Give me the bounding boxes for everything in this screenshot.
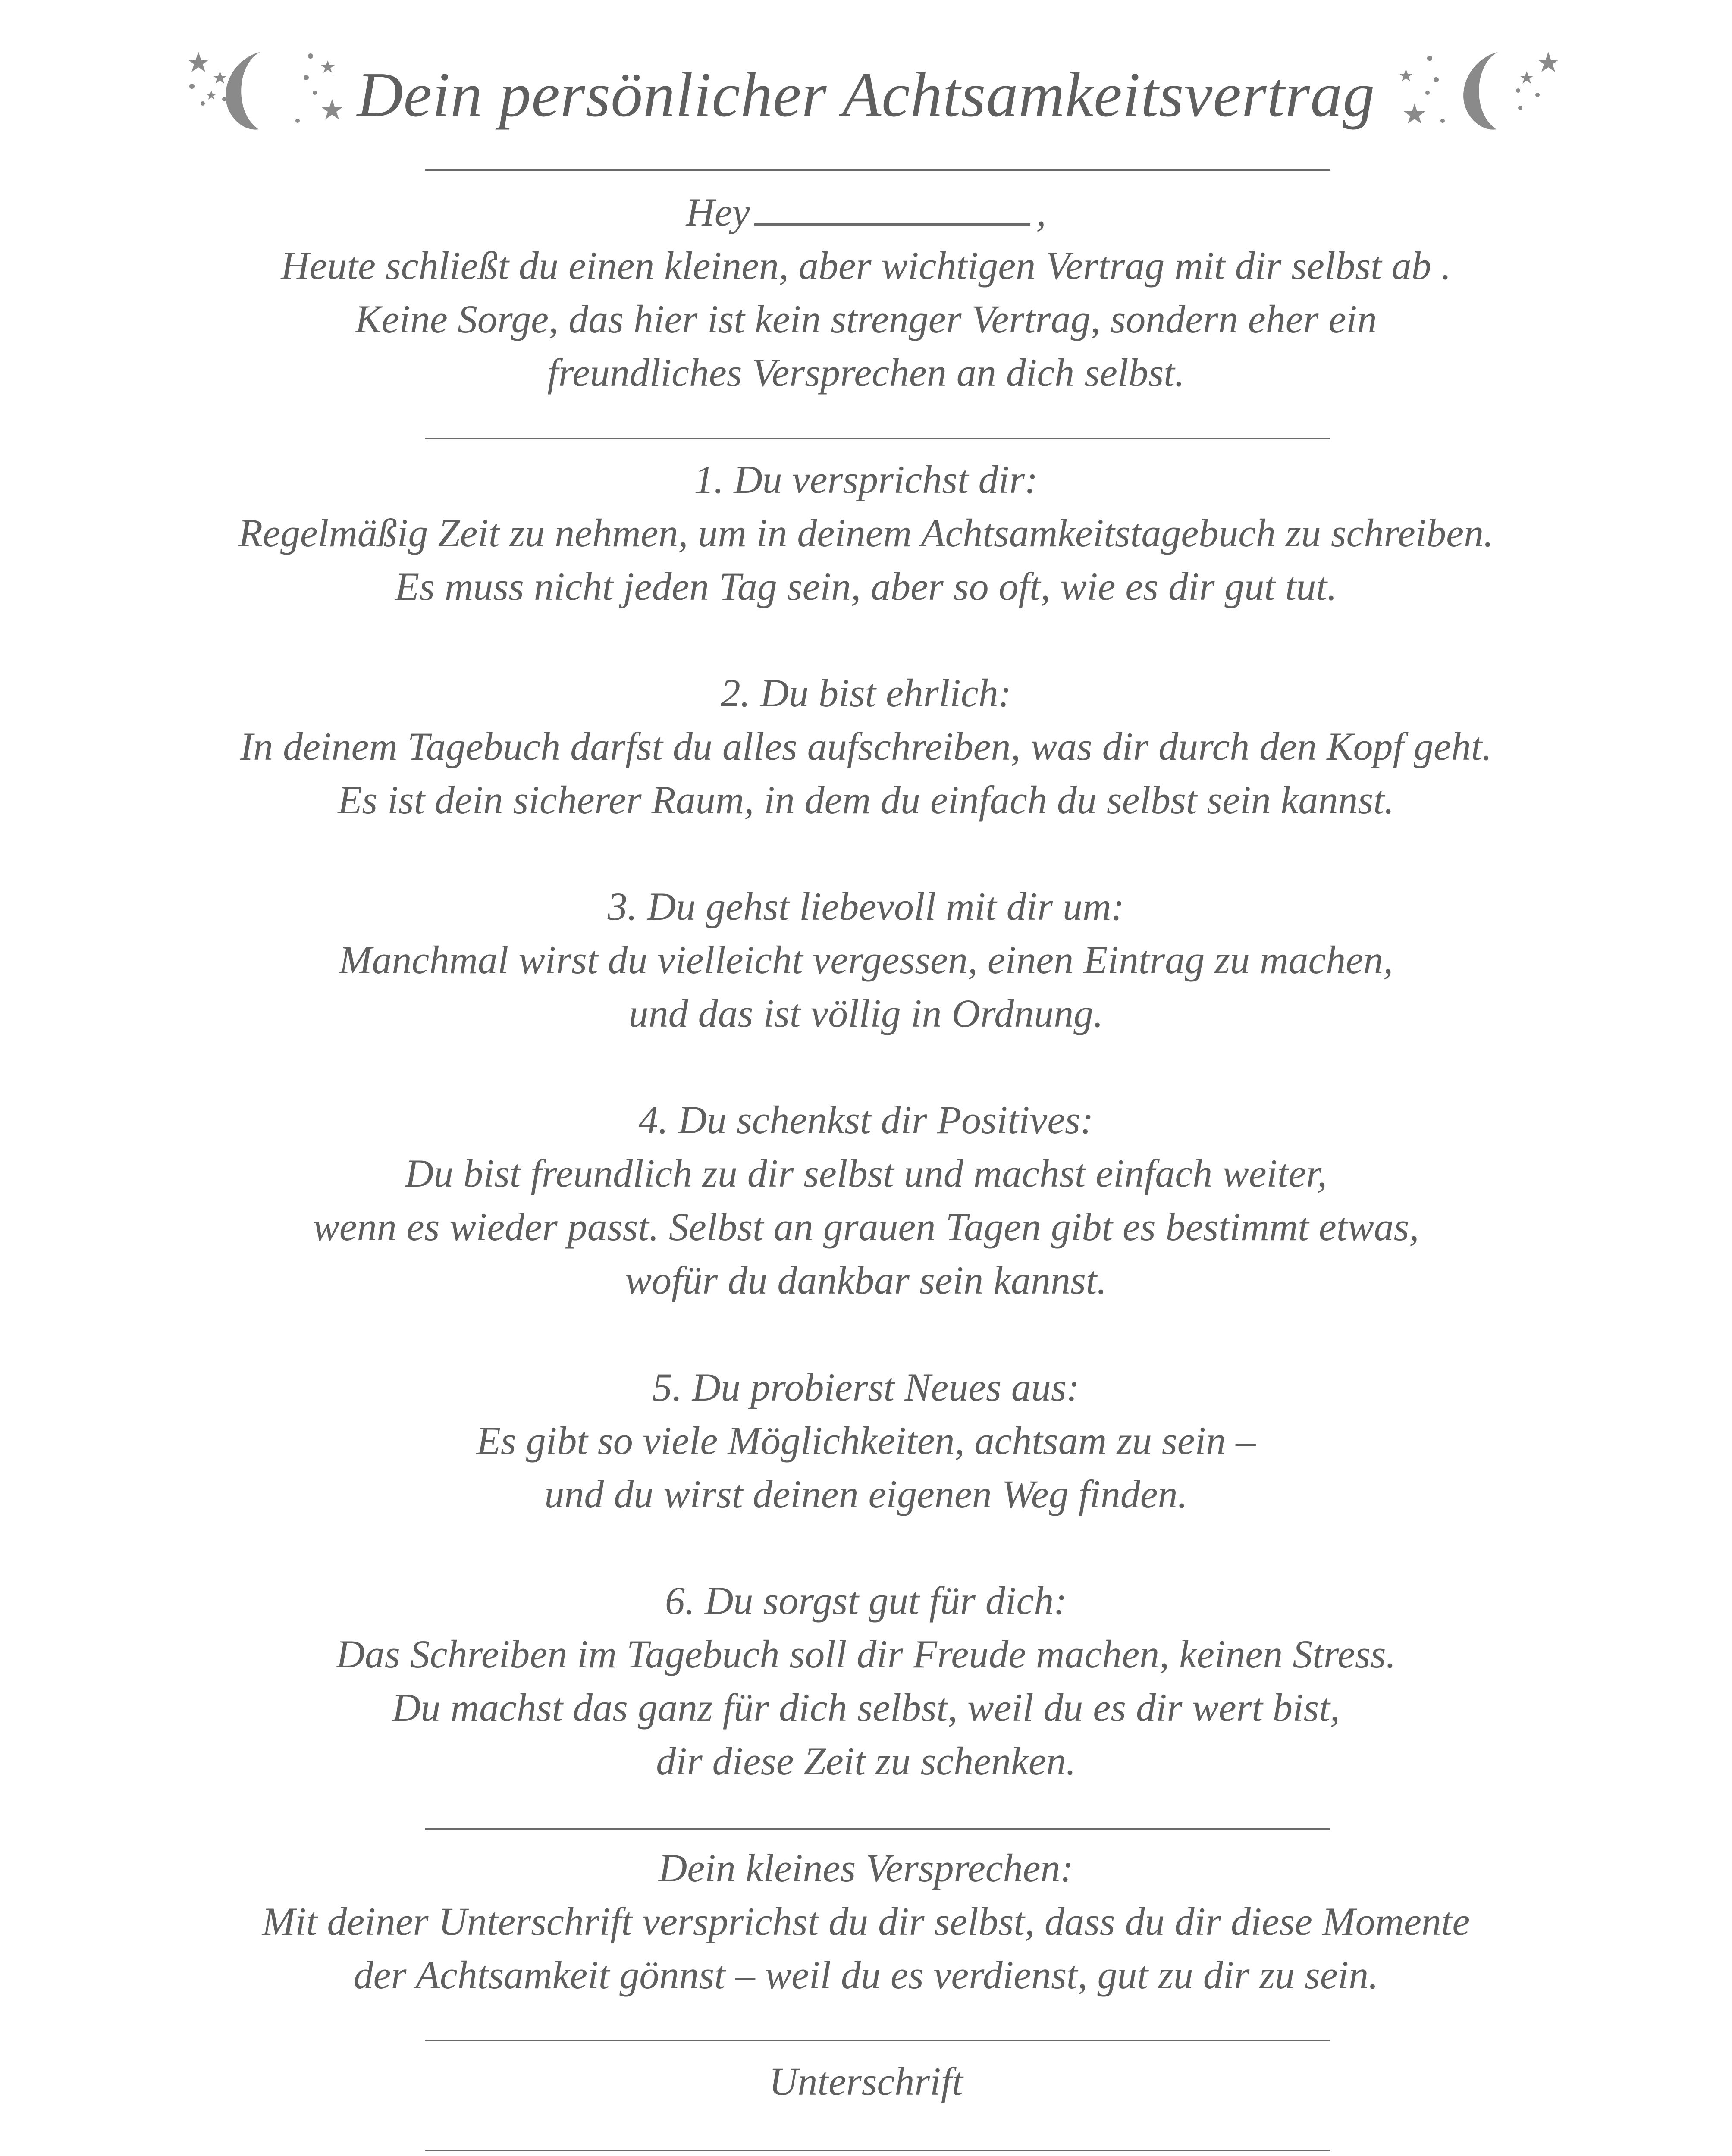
page-title: Dein persönlicher Achtsamkeitsvertrag (357, 60, 1375, 130)
section-heading: 3. Du gehst liebevoll mit dir um: (607, 884, 1125, 928)
section-line: Das Schreiben im Tagebuch soll dir Freude machen, keinen Stress. (336, 1632, 1396, 1676)
greeting-block (0, 185, 1732, 399)
signature-line[interactable] (425, 2040, 1330, 2041)
section-line: wenn es wieder passt. Selbst an grauen Tagen gibt es bestimmt etwas, (313, 1205, 1419, 1249)
section-6 (0, 1574, 1732, 1788)
promise-line: der Achtsamkeit gönnst – weil du es verdienst, gut zu dir zu sein. (353, 1953, 1379, 1997)
divider (425, 169, 1330, 171)
section-line: Manchmal wirst du vielleicht vergessen, einen Eintrag zu machen, (339, 938, 1393, 982)
section-line: und das ist völlig in Ordnung. (628, 991, 1104, 1035)
section-line: Es gibt so viele Möglichkeiten, achtsam zu sein – (476, 1419, 1256, 1463)
section-heading: 5. Du probierst Neues aus: (652, 1365, 1080, 1409)
greeting-suffix: , (1036, 190, 1046, 234)
section-2 (0, 666, 1732, 827)
section-3 (0, 880, 1732, 1040)
section-heading: 1. Du versprichst dir: (694, 458, 1038, 501)
section-line: Es muss nicht jeden Tag sein, aber so oft, wie es dir gut tut. (395, 564, 1337, 608)
greeting-prefix: Hey (686, 190, 750, 234)
name-blank[interactable] (754, 215, 1030, 226)
signature-block (0, 2055, 1732, 2108)
intro-line: Heute schließt du einen kleinen, aber wichtigen Vertrag mit dir selbst ab . (281, 244, 1451, 288)
section-line: In deinem Tagebuch darfst du alles aufschreiben, was dir durch den Kopf geht. (240, 724, 1492, 768)
section-4 (0, 1093, 1732, 1307)
section-line: Es ist dein sicherer Raum, in dem du einfach du selbst sein kannst. (338, 778, 1394, 822)
greeting-line (0, 185, 1732, 239)
section-1 (0, 453, 1732, 613)
section-heading: 6. Du sorgst gut für dich: (665, 1579, 1067, 1623)
promise-block (0, 1841, 1732, 2002)
divider (425, 1828, 1330, 1830)
divider (425, 438, 1330, 439)
divider (425, 2150, 1330, 2151)
signature-label: Unterschrift (769, 2059, 963, 2103)
section-5 (0, 1360, 1732, 1521)
section-line: Du bist freundlich zu dir selbst und machst einfach weiter, (405, 1151, 1327, 1195)
intro-line: Keine Sorge, das hier ist kein strenger Vertrag, sondern eher ein (355, 297, 1377, 341)
section-line: dir diese Zeit zu schenken. (656, 1739, 1076, 1783)
section-line: und du wirst deinen eigenen Weg finden. (544, 1472, 1188, 1516)
section-heading: 4. Du schenkst dir Positives: (638, 1098, 1094, 1142)
intro-line: freundliches Versprechen an dich selbst. (547, 351, 1185, 395)
section-line: Du machst das ganz für dich selbst, weil du es dir wert bist, (392, 1686, 1340, 1730)
section-heading: 2. Du bist ehrlich: (720, 671, 1012, 715)
promise-heading: Dein kleines Versprechen: (658, 1846, 1074, 1890)
section-line: Regelmäßig Zeit zu nehmen, um in deinem Achtsamkeitstagebuch zu schreiben. (238, 511, 1494, 555)
section-line: wofür du dankbar sein kannst. (625, 1258, 1107, 1302)
moon-stars-icon (1389, 39, 1570, 168)
promise-line: Mit deiner Unterschrift versprichst du dir selbst, dass du dir diese Momente (262, 1899, 1470, 1943)
